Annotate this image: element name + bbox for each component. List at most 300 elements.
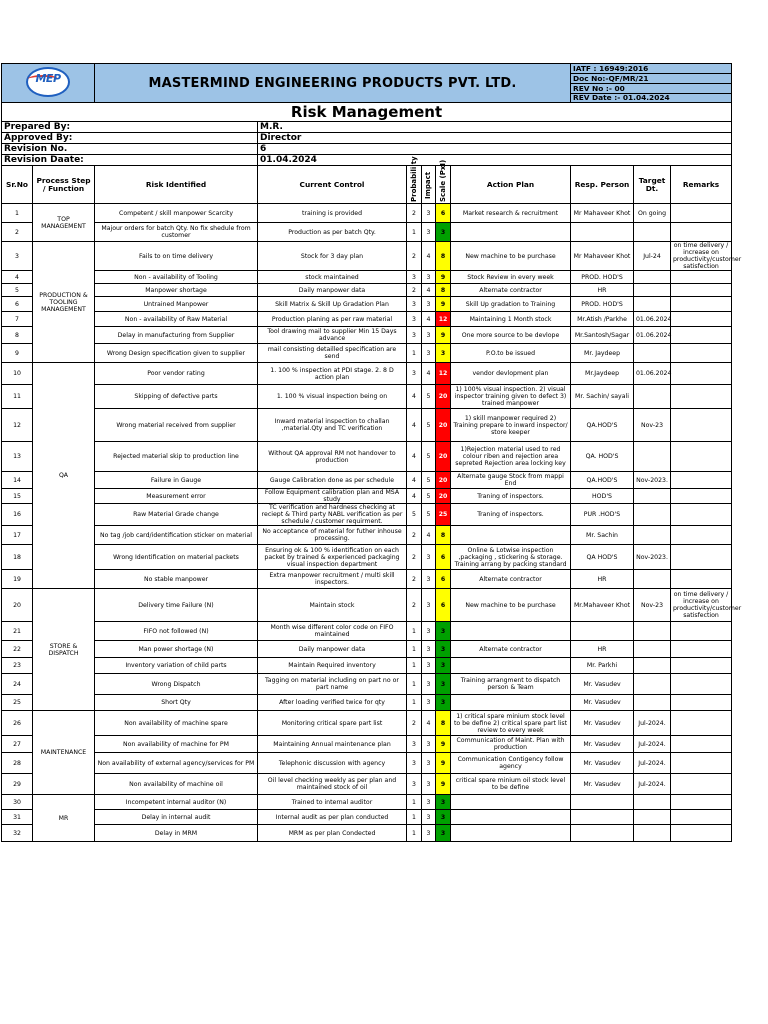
scale-cell: 9 [436, 753, 451, 774]
col-control-header: Current Control [258, 166, 407, 204]
probability-cell: 1 [407, 622, 422, 641]
sr-cell: 23 [2, 658, 33, 674]
control-cell: Daily manpower data [258, 284, 407, 297]
probability-cell: 2 [407, 242, 422, 271]
sr-cell: 30 [2, 795, 33, 810]
table-row [2, 753, 732, 774]
probability-cell: 1 [407, 674, 422, 695]
risk-cell: Wrong Dispatch [95, 674, 258, 695]
sr-cell: 26 [2, 711, 33, 736]
risk-cell: Skipping of defective parts [95, 385, 258, 409]
target-cell: Nov-2023. [634, 545, 671, 570]
resp-cell: Mr.Santosh/Sagar [571, 327, 634, 344]
target-cell [634, 385, 671, 409]
action-cell [451, 223, 571, 242]
control-cell: Daily manpower data [258, 641, 407, 658]
control-cell: stock maintained [258, 271, 407, 284]
impact-cell: 3 [422, 674, 436, 695]
control-cell: Extra manpower recruitment / multi skill inspectors. [258, 570, 407, 589]
table-row [2, 695, 732, 711]
sr-cell: 14 [2, 472, 33, 489]
remarks-cell [671, 570, 732, 589]
doc-no: Doc No:-QF/MR/21 [571, 74, 732, 84]
impact-cell: 3 [422, 327, 436, 344]
process-cell: MAINTENANCE [33, 711, 95, 795]
table-row [2, 545, 732, 570]
table-row [2, 223, 732, 242]
target-cell [634, 641, 671, 658]
sr-cell: 18 [2, 545, 33, 570]
rev-no: REV No :- 00 [571, 84, 732, 94]
resp-cell: QA.HOD'S [571, 409, 634, 442]
resp-cell: HR [571, 641, 634, 658]
scale-cell: 3 [436, 658, 451, 674]
control-cell: 1. 100 % inspection at PDI stage. 2. 8 D action plan [258, 363, 407, 385]
col-scale-header [436, 159, 451, 204]
target-cell [634, 622, 671, 641]
control-cell: mail consisting detailled specification are send [258, 344, 407, 363]
risk-cell: Non availability of machine for PM [95, 736, 258, 753]
remarks-cell [671, 658, 732, 674]
impact-cell: 3 [422, 695, 436, 711]
resp-cell: PROD. HOD'S [571, 297, 634, 312]
control-cell: No acceptance of material for futher inhouse processing. [258, 526, 407, 545]
table-row [2, 795, 732, 810]
impact-cell: 3 [422, 825, 436, 842]
probability-cell: 1 [407, 344, 422, 363]
sr-cell: 7 [2, 312, 33, 327]
resp-cell: Mr. Parkhi [571, 658, 634, 674]
impact-cell: 3 [422, 271, 436, 284]
risk-cell: Wrong material received from supplier [95, 409, 258, 442]
probability-cell: 3 [407, 297, 422, 312]
impact-cell: 3 [422, 810, 436, 825]
risk-cell: Wrong Identification on material packets [95, 545, 258, 570]
remarks-cell [671, 736, 732, 753]
control-cell: Follow Equipment calibration plan and MSA study [258, 489, 407, 504]
col-process-header: Process Step / Function [33, 166, 95, 204]
resp-cell: Mr. Vasudev [571, 736, 634, 753]
sr-cell: 32 [2, 825, 33, 842]
company-logo [2, 64, 95, 103]
sr-cell: 19 [2, 570, 33, 589]
impact-cell: 3 [422, 658, 436, 674]
remarks-cell [671, 825, 732, 842]
scale-cell: 8 [436, 242, 451, 271]
remarks-cell [671, 409, 732, 442]
control-cell: Ensuring ok & 100 % identification on each packet by trained & experienced packaging visual inspection department [258, 545, 407, 570]
risk-cell: Non availability of external agency/services for PM [95, 753, 258, 774]
resp-cell: Mr Mahaveer Khot [571, 242, 634, 271]
control-cell: Maintain stock [258, 589, 407, 622]
meta-value: 01.04.2024 [258, 155, 732, 166]
process-cell: MR [33, 795, 95, 842]
action-cell: 1)Rejection material used to red colour riben and rejection area sepreted Rejection area locking key [451, 442, 571, 472]
risk-cell: Short Qty [95, 695, 258, 711]
risk-cell: Non availability of machine spare [95, 711, 258, 736]
probability-cell: 4 [407, 489, 422, 504]
remarks-cell [671, 674, 732, 695]
mep-logo-icon: MEP [26, 67, 70, 97]
sr-cell: 2 [2, 223, 33, 242]
control-cell: Maintain Required inventory [258, 658, 407, 674]
remarks-cell [671, 297, 732, 312]
target-cell [634, 526, 671, 545]
remarks-cell [671, 327, 732, 344]
resp-cell: Mr. Sachin [571, 526, 634, 545]
resp-cell: Mr.Jaydeep [571, 363, 634, 385]
scale-cell: 3 [436, 825, 451, 842]
remarks-cell [671, 312, 732, 327]
scale-cell: 8 [436, 711, 451, 736]
target-cell [634, 658, 671, 674]
action-cell [451, 695, 571, 711]
action-cell: Traning of inspectors. [451, 489, 571, 504]
control-cell: MRM as per plan Condected [258, 825, 407, 842]
control-cell: Telephonic discussion with agency [258, 753, 407, 774]
remarks-cell [671, 753, 732, 774]
sr-cell: 15 [2, 489, 33, 504]
probability-cell: 2 [407, 589, 422, 622]
resp-cell: Mr. Jaydeep [571, 344, 634, 363]
target-cell [634, 570, 671, 589]
action-cell: Alternate contractor [451, 641, 571, 658]
resp-cell: Mr.Atish /Parkhe [571, 312, 634, 327]
scale-cell: 20 [436, 409, 451, 442]
table-row [2, 442, 732, 472]
probability-cell: 1 [407, 223, 422, 242]
meta-label: Approved By: [2, 133, 258, 144]
action-cell: New machine to be purchase [451, 589, 571, 622]
control-cell: Tool drawing mail to supplier Min 15 Days advance [258, 327, 407, 344]
impact-cell: 4 [422, 526, 436, 545]
process-cell: QA [33, 363, 95, 589]
action-cell: Maintaining 1 Month stock [451, 312, 571, 327]
meta-value: M.R. [258, 122, 732, 133]
col-sr-header: Sr.No [2, 166, 33, 204]
target-cell [634, 810, 671, 825]
action-cell: 1) 100% visual inspection. 2) visual inspector training given to defect 3) trained manpower [451, 385, 571, 409]
resp-cell [571, 825, 634, 842]
control-cell: Internal audit as per plan conducted [258, 810, 407, 825]
control-cell: Tagging on material including on part no or part name [258, 674, 407, 695]
impact-cell: 4 [422, 242, 436, 271]
action-cell: Alternate contractor [451, 284, 571, 297]
control-cell: After loading verified twice for qty [258, 695, 407, 711]
impact-cell: 3 [422, 795, 436, 810]
risk-cell: Non availability of machine oil [95, 774, 258, 795]
action-cell: 1) critical spare minium stock level to be define 2) critical spare part list review to every week [451, 711, 571, 736]
action-cell: Market research & recruitment [451, 204, 571, 223]
probability-cell: 2 [407, 711, 422, 736]
risk-management-sheet [1, 63, 742, 842]
scale-cell: 8 [436, 284, 451, 297]
action-cell: P.O.to be issued [451, 344, 571, 363]
resp-cell [571, 810, 634, 825]
table-row [2, 589, 732, 622]
control-cell: Maintaining Annual maintenance plan [258, 736, 407, 753]
sr-cell: 20 [2, 589, 33, 622]
remarks-cell [671, 363, 732, 385]
impact-cell: 4 [422, 284, 436, 297]
risk-cell: Delivery time Failure (N) [95, 589, 258, 622]
table-row [2, 825, 732, 842]
risk-cell: Non - availability of Tooling [95, 271, 258, 284]
target-cell: Jul-2024. [634, 711, 671, 736]
sr-cell: 16 [2, 504, 33, 526]
probability-cell: 4 [407, 409, 422, 442]
col-action-header: Action Plan [451, 166, 571, 204]
action-cell: Alternate gauge Stock from mappi End [451, 472, 571, 489]
table-row [2, 409, 732, 442]
sr-cell: 25 [2, 695, 33, 711]
scale-cell: 6 [436, 589, 451, 622]
probability-cell: 4 [407, 472, 422, 489]
table-row [2, 327, 732, 344]
risk-cell: Poor vendor rating [95, 363, 258, 385]
resp-cell: Mr. Vasudev [571, 674, 634, 695]
remarks-cell [671, 526, 732, 545]
resp-cell: Mr. Vasudev [571, 711, 634, 736]
action-cell: 1) skill manpower required 2) Training prepare to inward inspector/ store keeper [451, 409, 571, 442]
table-row [2, 570, 732, 589]
table-row [2, 774, 732, 795]
target-cell: Jul-24 [634, 242, 671, 271]
sr-cell: 8 [2, 327, 33, 344]
risk-cell: Fails to on time delivery [95, 242, 258, 271]
impact-cell: 3 [422, 774, 436, 795]
action-cell: Communication of Maint. Plan with production [451, 736, 571, 753]
table-row [2, 622, 732, 641]
probability-cell: 1 [407, 810, 422, 825]
action-cell: critical spare minium oil stock level to be define [451, 774, 571, 795]
iatf-ref: IATF : 16949:2016 [571, 64, 732, 74]
sr-cell: 1 [2, 204, 33, 223]
sr-cell: 21 [2, 622, 33, 641]
table-row [2, 810, 732, 825]
remarks-cell [671, 284, 732, 297]
resp-cell: Mr. Vasudev [571, 753, 634, 774]
scale-cell: 12 [436, 363, 451, 385]
target-cell [634, 489, 671, 504]
resp-cell: QA.HOD'S [571, 472, 634, 489]
meta-label: Revision No. [2, 144, 258, 155]
control-cell: TC verification and hardness checking at reciept & Third party NABL verification as per schedule / customer requirment. [258, 504, 407, 526]
table-row [2, 504, 732, 526]
risk-cell: No stable manpower [95, 570, 258, 589]
target-cell: Jul-2024. [634, 753, 671, 774]
meta-value: Director [258, 133, 732, 144]
target-cell [634, 284, 671, 297]
action-cell: Alternate contractor [451, 570, 571, 589]
scale-cell: 6 [436, 545, 451, 570]
probability-cell: 1 [407, 795, 422, 810]
scale-cell: 20 [436, 472, 451, 489]
resp-cell: Mr. Vasudev [571, 695, 634, 711]
action-cell: Stock Review in every week [451, 271, 571, 284]
impact-cell: 3 [422, 622, 436, 641]
impact-cell: 5 [422, 489, 436, 504]
probability-cell: 1 [407, 825, 422, 842]
remarks-cell [671, 344, 732, 363]
risk-cell: Untrained Manpower [95, 297, 258, 312]
table-row [2, 658, 732, 674]
sr-cell: 31 [2, 810, 33, 825]
risk-cell: No tag /job card/identification sticker on material [95, 526, 258, 545]
target-cell [634, 695, 671, 711]
target-cell [634, 504, 671, 526]
sr-cell: 6 [2, 297, 33, 312]
probability-cell: 4 [407, 385, 422, 409]
target-cell: 01.06.2024 [634, 363, 671, 385]
action-cell: New machine to be purchase [451, 242, 571, 271]
resp-cell: QA. HOD'S [571, 442, 634, 472]
process-cell: STORE & DISPATCH [33, 589, 95, 711]
col-scale-header-text: Scale (PxI) [438, 159, 447, 202]
action-cell [451, 622, 571, 641]
table-row [2, 204, 732, 223]
target-cell: 01.06.2024 [634, 312, 671, 327]
action-cell [451, 658, 571, 674]
control-cell: Month wise different color code on FIFO maintained [258, 622, 407, 641]
scale-cell: 9 [436, 736, 451, 753]
table-row [2, 385, 732, 409]
control-cell: Oil level checking weekly as per plan and maintained stock of oil [258, 774, 407, 795]
risk-cell: Delay in MRM [95, 825, 258, 842]
impact-cell: 3 [422, 545, 436, 570]
probability-cell: 3 [407, 363, 422, 385]
control-cell: Trained to internal auditor [258, 795, 407, 810]
resp-cell: Mr Mahaveer Khot [571, 204, 634, 223]
resp-cell: Mr. Sachin/ sayali [571, 385, 634, 409]
risk-cell: Manpower shortage [95, 284, 258, 297]
impact-cell: 3 [422, 736, 436, 753]
scale-cell: 3 [436, 344, 451, 363]
target-cell: On going [634, 204, 671, 223]
target-cell [634, 223, 671, 242]
resp-cell: Mr. Vasudev [571, 774, 634, 795]
remarks-cell [671, 810, 732, 825]
remarks-cell [671, 442, 732, 472]
probability-cell: 3 [407, 327, 422, 344]
sr-cell: 28 [2, 753, 33, 774]
control-cell: Without QA approval RM not handover to production [258, 442, 407, 472]
impact-cell: 5 [422, 472, 436, 489]
risk-cell: Failure in Gauge [95, 472, 258, 489]
scale-cell: 6 [436, 570, 451, 589]
resp-cell [571, 223, 634, 242]
scale-cell: 20 [436, 385, 451, 409]
scale-cell: 9 [436, 774, 451, 795]
scale-cell: 9 [436, 327, 451, 344]
table-row [2, 711, 732, 736]
sr-cell: 5 [2, 284, 33, 297]
action-cell: vendor devlopment plan [451, 363, 571, 385]
remarks-cell [671, 641, 732, 658]
sr-cell: 11 [2, 385, 33, 409]
table-row [2, 271, 732, 284]
probability-cell: 1 [407, 695, 422, 711]
scale-cell: 6 [436, 204, 451, 223]
impact-cell: 4 [422, 711, 436, 736]
sr-cell: 13 [2, 442, 33, 472]
scale-cell: 12 [436, 312, 451, 327]
table-row [2, 526, 732, 545]
col-impact-header [422, 166, 436, 204]
rev-date: REV Date :- 01.04.2024 [571, 94, 732, 103]
sr-cell: 24 [2, 674, 33, 695]
action-cell: Skill Up gradation to Training [451, 297, 571, 312]
table-row [2, 344, 732, 363]
risk-cell: Non - availability of Raw Material [95, 312, 258, 327]
control-cell: Monitoring critical spare part list [258, 711, 407, 736]
col-resp-header: Resp. Person [571, 166, 634, 204]
risk-cell: Delay in manufacturing from Supplier [95, 327, 258, 344]
scale-cell: 3 [436, 795, 451, 810]
risk-cell: Majour orders for batch Qty. No fix shedule from customer [95, 223, 258, 242]
impact-cell: 3 [422, 204, 436, 223]
remarks-cell [671, 472, 732, 489]
table-row [2, 284, 732, 297]
risk-cell: FIFO not followed (N) [95, 622, 258, 641]
action-cell [451, 795, 571, 810]
scale-cell: 3 [436, 695, 451, 711]
control-cell: training is provided [258, 204, 407, 223]
meta-value: 6 [258, 144, 732, 155]
risk-cell: Inventory variation of child parts [95, 658, 258, 674]
sr-cell: 27 [2, 736, 33, 753]
resp-cell: PUR .HOD'S [571, 504, 634, 526]
remarks-cell [671, 695, 732, 711]
target-cell [634, 795, 671, 810]
remarks-cell: on time delivery / increase on productivity/customer satisfection [671, 242, 732, 271]
resp-cell [571, 795, 634, 810]
risk-cell: Measurement error [95, 489, 258, 504]
target-cell: Nov-23 [634, 409, 671, 442]
scale-cell: 20 [436, 489, 451, 504]
target-cell [634, 271, 671, 284]
probability-cell: 2 [407, 526, 422, 545]
action-cell: Traning of inspectors. [451, 504, 571, 526]
sr-cell: 3 [2, 242, 33, 271]
control-cell: Inward material inspection to challan ,material.Qty and TC verification [258, 409, 407, 442]
probability-cell: 1 [407, 641, 422, 658]
action-cell: Online & Lotwise inspection ,packaging , stickering & storage. Training arrang by packing standard [451, 545, 571, 570]
col-probability-header [407, 155, 422, 204]
impact-cell: 3 [422, 641, 436, 658]
table-row [2, 363, 732, 385]
target-cell [634, 297, 671, 312]
remarks-cell [671, 545, 732, 570]
control-cell: Skill Matrix & Skill Up Gradation Plan [258, 297, 407, 312]
scale-cell: 3 [436, 641, 451, 658]
control-cell: Production as per batch Qty. [258, 223, 407, 242]
impact-cell: 3 [422, 223, 436, 242]
remarks-cell [671, 622, 732, 641]
impact-cell: 5 [422, 409, 436, 442]
sr-cell: 9 [2, 344, 33, 363]
impact-cell: 3 [422, 589, 436, 622]
impact-cell: 3 [422, 753, 436, 774]
resp-cell: Mr.Mahaveer Khot [571, 589, 634, 622]
remarks-cell: on time delivery / increase on productivity/customer satisfection [671, 589, 732, 622]
probability-cell: 1 [407, 658, 422, 674]
meta-label: Prepared By: [2, 122, 258, 133]
target-cell: Nov-2023. [634, 472, 671, 489]
remarks-cell [671, 504, 732, 526]
target-cell [634, 825, 671, 842]
impact-cell: 3 [422, 297, 436, 312]
